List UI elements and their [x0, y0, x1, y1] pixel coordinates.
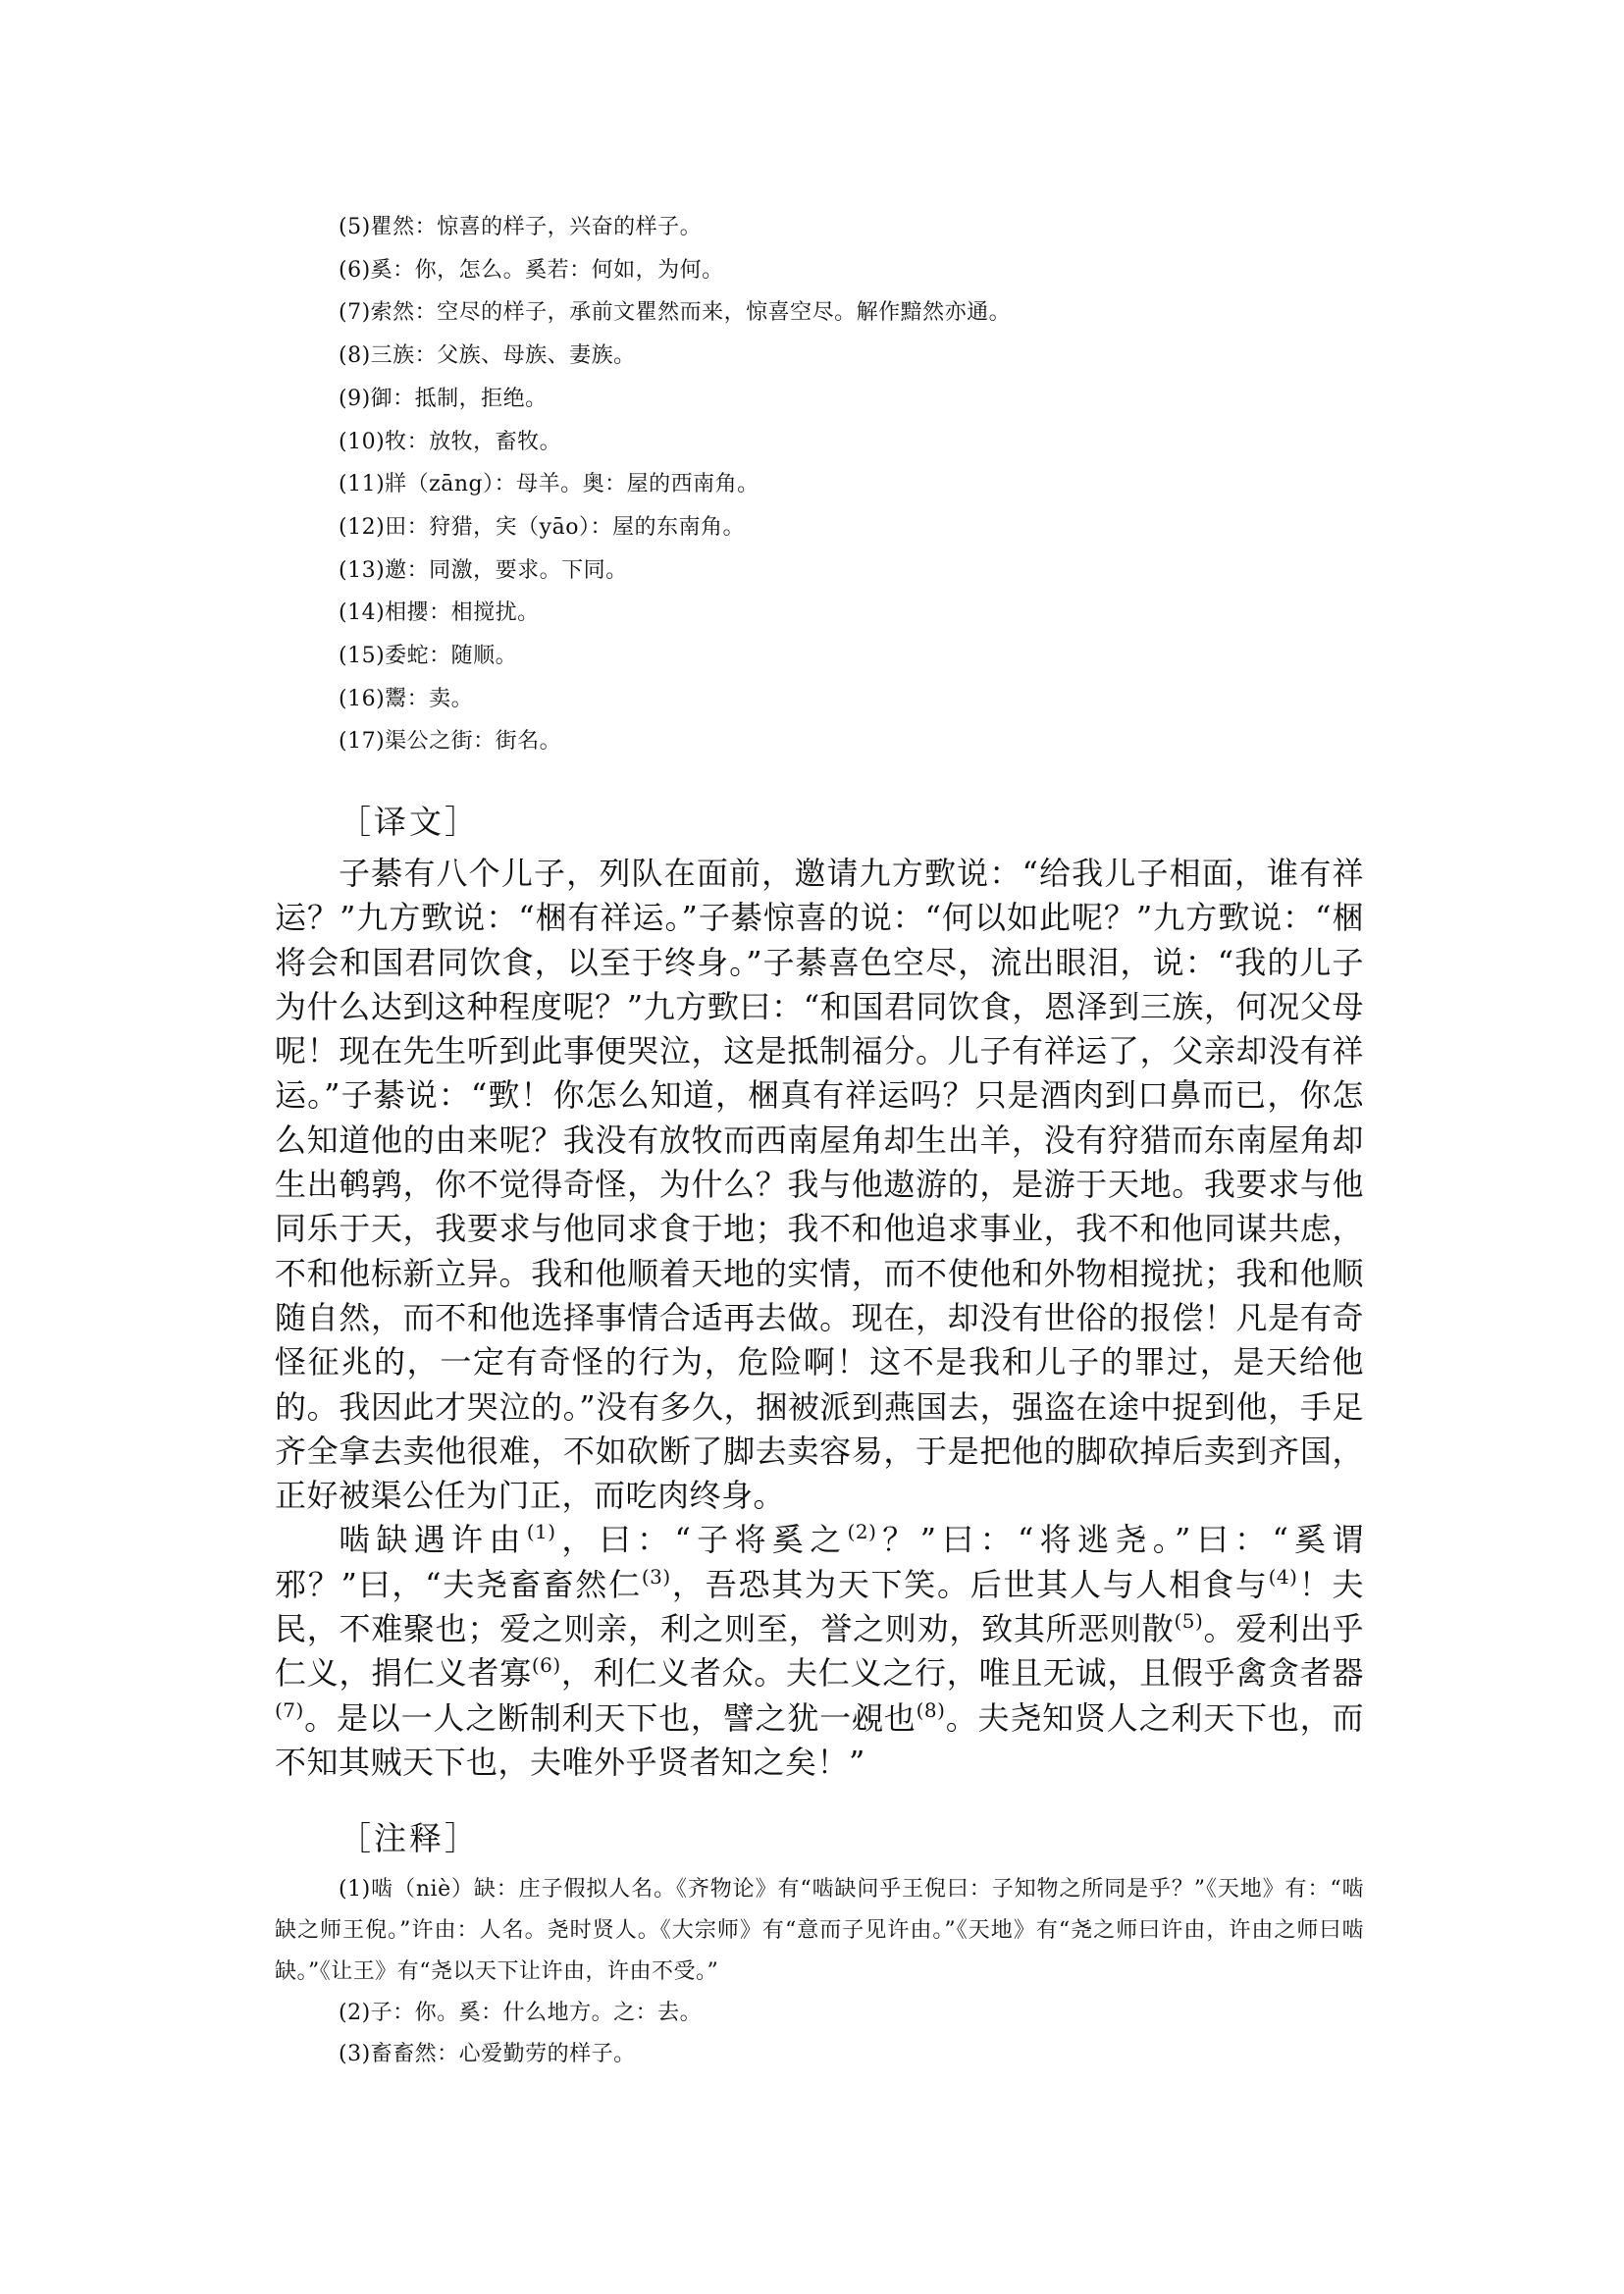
footnote-marker: (2) [847, 1520, 877, 1544]
footnote-marker: (4) [1268, 1564, 1298, 1589]
text-run: ，曰：“子将奚之 [555, 1521, 848, 1559]
text-run: ？”曰：“将逃尧。”曰：“奚谓邪？”曰，“夫尧畜畜然仁 [275, 1521, 1364, 1603]
notes-heading: ［注释］ [339, 1819, 480, 1857]
original-text-paragraph [275, 1518, 1364, 1785]
text-run: 。是以一人之断制利天下也，譬之犹一覕也 [303, 1698, 917, 1737]
text-run: ！夫民，不难聚也；爱之则亲，利之则至，誉之则劝，致其所恶则散 [275, 1565, 1364, 1648]
note-line: (15)委蛇：随顺。 [339, 644, 518, 669]
footnote-marker: (1) [526, 1520, 556, 1544]
footnote-marker: (8) [916, 1697, 946, 1722]
note-line: (12)田：狩猎，宎（yāo）：屋的东南角。 [339, 514, 745, 540]
note-line: (7)索然：空尽的样子，承前文瞿然而来，惊喜空尽。解作黯然亦通。 [339, 300, 1012, 326]
note-line: (13)邀：同激，要求。下同。 [339, 557, 628, 583]
note-line: (8)三族：父族、母族、妻族。 [339, 343, 636, 369]
note-paragraph: (2)子：你。奚：什么地方。之：去。 [339, 2001, 703, 2025]
note-paragraph: (1)啮（niè）缺：庄子假拟人名。《齐物论》有“啮缺问乎王倪曰：子知物之所同是乎？”《天地》有：“啮缺之师王倪。”许由：人名。尧时贤人。《大宗师》有“意而子见许由。”《天地》有“尧之师曰许由，许由之师曰啮缺。”《让王》有“尧以天下让许由，许由不受。” [275, 1877, 1364, 1984]
note-line: (10)牧：放牧，畜牧。 [339, 429, 562, 454]
text-run: ，利仁义者众。夫仁义之行，唯且无诚，且假乎禽贪者器 [560, 1654, 1364, 1693]
translation-heading: ［译文］ [339, 803, 480, 841]
note-line: (14)相攖：相搅扰。 [339, 600, 540, 626]
note-line: (5)瞿然：惊喜的样子，兴奋的样子。 [339, 215, 703, 239]
note-line: (17)渠公之街：街名。 [339, 729, 562, 755]
notes-bottom-list [275, 1869, 1364, 2075]
note-line: (11)牂（zāng）：母羊。奥：屋的西南角。 [339, 472, 760, 497]
footnote-marker: (5) [1174, 1609, 1204, 1634]
translation-body [275, 852, 1364, 1785]
note-line: (16)鬻：卖。 [339, 686, 474, 711]
translation-paragraph: 子綦有八个儿子，列队在面前，邀请九方歅说：“给我儿子相面，谁有祥运？”九方歅说：“梱有祥运。”子綦惊喜的说：“何以如此呢？”九方歅说：“梱将会和国君同饮食，以至于终身。”子綦喜色空尽，流出眼泪，说：“我的儿子为什么达到这种程度呢？”九方歅曰：“和国君同饮食，恩泽到三族，何况父母呢！现在先生听到此事便哭泣，这是抵制福分。儿子有祥运了，父亲却没有祥运。”子綦说：“歅！你怎么知道，梱真有祥运吗？只是酒肉到口鼻而已，你怎么知道他的由来呢？我没有放牧而西南屋角却生出羊，没有狩猎而东南屋角却生出鹌鹑，你不觉得奇怪，为什么？我与他遨游的，是游于天地。我要求与他同乐于天，我要求与他同求食于地；我不和他追求事业，我不和他同谋共虑，不和他标新立异。我和他顺着天地的实情，而不使他和外物相搅扰；我和他顺随自然，而不和他选择事情合适再去做。现在，却没有世俗的报偿！凡是有奇怪征兆的，一定有奇怪的行为，危险啊！这不是我和儿子的罪过，是天给他的。我因此才哭泣的。”没有多久，捆被派到燕国去，强盗在途中捉到他，手足齐全拿去卖他很难，不如砍断了脚去卖容易，于是把他的脚砍掉后卖到齐国，正好被渠公任为门正，而吃肉终身。 [275, 855, 1364, 1515]
note-line: (9)御：抵制，拒绝。 [339, 386, 548, 411]
note-paragraph: (3)畜畜然：心爱勤劳的样子。 [339, 2042, 636, 2066]
text-run: 啮缺遇许由 [339, 1521, 527, 1559]
footnote-marker: (6) [531, 1653, 561, 1678]
text-run: 。爱利出乎仁义，捐仁义者寡 [275, 1610, 1364, 1693]
footnote-marker: (7) [275, 1697, 304, 1722]
text-run: 。夫尧知贤人之利天下也，而不知其贼天下也，夫唯外乎贤者知之矣！” [275, 1698, 1364, 1781]
text-run: ，吾恐其为天下笑。后世其人与人相食与 [670, 1565, 1269, 1603]
footnote-marker: (3) [641, 1564, 671, 1589]
notes-top-list [339, 206, 1379, 763]
note-line: (6)奚：你，怎么。奚若：何如，为何。 [339, 257, 724, 283]
